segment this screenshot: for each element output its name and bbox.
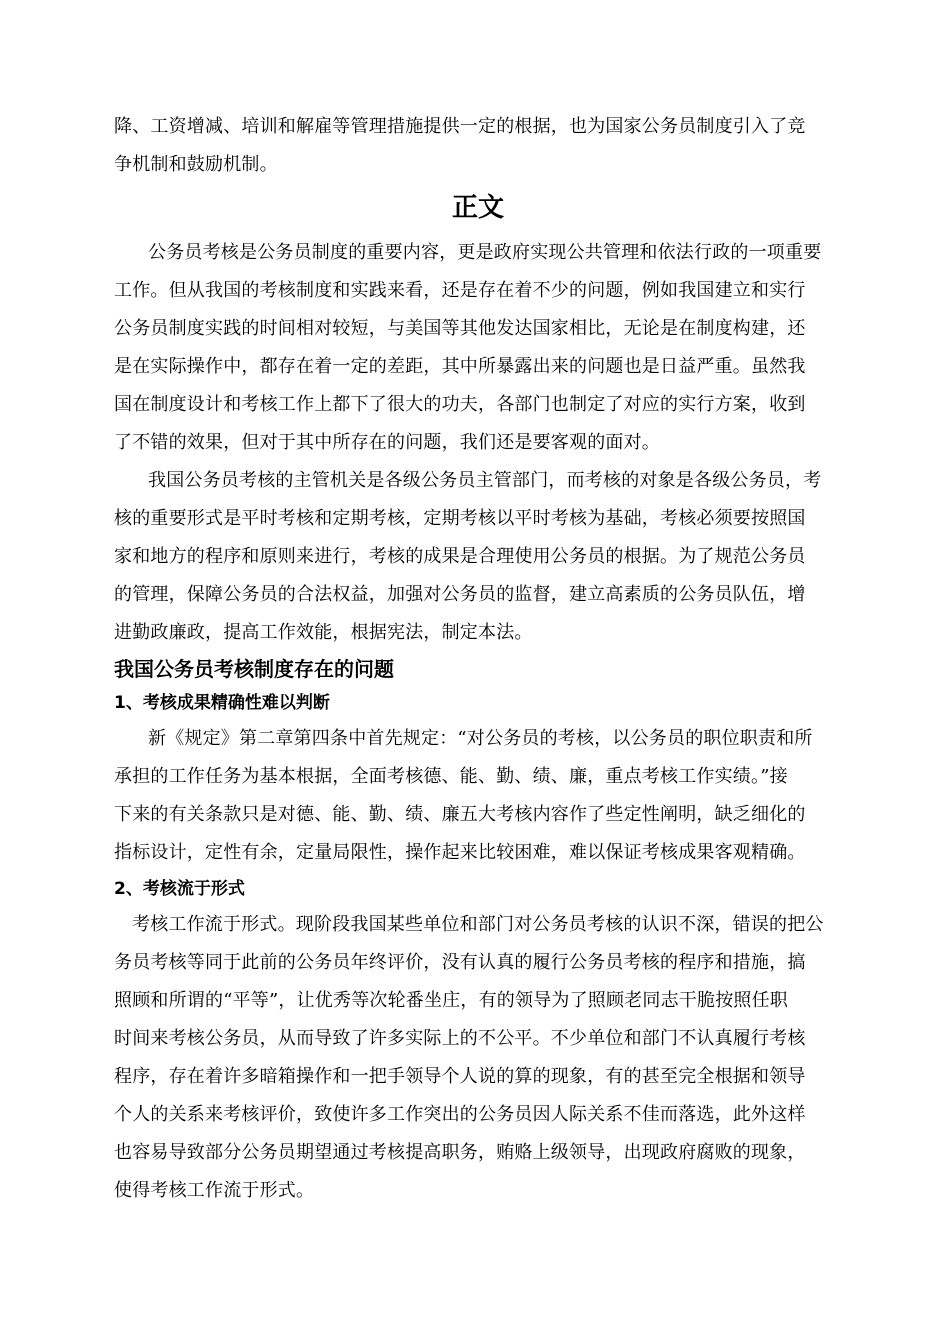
text-line: 下来的有关条款只是对德、能、勤、绩、廉五大考核内容作了些定性阐明，缺乏细化的	[114, 804, 806, 825]
text-line: 照顾和所谓的“平等”，让优秀等次轮番坐庄，有的领导为了照顾老同志干脆按照任职	[114, 990, 789, 1011]
body-paragraph-2	[114, 462, 842, 652]
subsection-1-paragraph	[114, 720, 842, 872]
text-line: 我国公务员考核的主管机关是各级公务员主管部门，而考核的对象是各级公务员，考	[148, 470, 822, 491]
section-title: 正文	[451, 193, 504, 223]
text-line: 务员考核等同于此前的公务员年终评价，没有认真的履行公务员考核的程序和措施，搞	[114, 952, 806, 973]
subsection-heading-1: 1、考核成果精确性难以判断	[114, 693, 330, 713]
subsection-heading-2: 2、考核流于形式	[114, 879, 245, 899]
text-line: 个人的关系来考核评价，致使许多工作突出的公务员因人际关系不佳而落选，此外这样	[114, 1104, 806, 1125]
text-line: 的管理，保障公务员的合法权益，加强对公务员的监督，建立高素质的公务员队伍，增	[114, 584, 806, 605]
text-line: 了不错的效果，但对于其中所存在的问题，我们还是要客观的面对。	[114, 432, 660, 453]
text-line: 进勤政廉政，提高工作效能，根据宪法，制定本法。	[114, 622, 533, 643]
document-page	[114, 108, 842, 1210]
intro-paragraph	[114, 108, 842, 184]
text-line: 承担的工作任务为基本根据，全面考核德、能、勤、绩、廉，重点考核工作实绩。”接	[114, 766, 788, 787]
text-line: 争机制和鼓励机制。	[114, 154, 278, 175]
text-line: 时间来考核公务员，从而导致了许多实际上的不公平。不少单位和部门不认真履行考核	[114, 1028, 806, 1049]
subsection-2-paragraph	[114, 906, 842, 1210]
text-line: 使得考核工作流于形式。	[114, 1180, 315, 1201]
section-heading: 我国公务员考核制度存在的问题	[114, 657, 394, 681]
text-line: 公务员制度实践的时间相对较短，与美国等其他发达国家相比，无论是在制度构建，还	[114, 318, 806, 339]
text-line: 是在实际操作中，都存在着一定的差距，其中所暴露出来的问题也是日益严重。虽然我	[114, 356, 806, 377]
text-line: 降、工资增减、培训和解雇等管理措施提供一定的根据，也为国家公务员制度引入了竞	[114, 116, 806, 137]
text-line: 家和地方的程序和原则来进行，考核的成果是合理使用公务员的根据。为了规范公务员	[114, 546, 806, 567]
text-line: 指标设计，定性有余，定量局限性，操作起来比较困难，难以保证考核成果客观精确。	[114, 842, 806, 863]
body-paragraph-1	[114, 234, 842, 462]
text-line: 国在制度设计和考核工作上都下了很大的功夫，各部门也制定了对应的实行方案，收到	[114, 394, 806, 415]
text-line: 考核工作流于形式。现阶段我国某些单位和部门对公务员考核的认识不深，错误的把公	[132, 914, 824, 935]
text-line: 工作。但从我国的考核制度和实践来看，还是存在着不少的问题，例如我国建立和实行	[114, 280, 806, 301]
text-line: 程序，存在着许多暗箱操作和一把手领导个人说的算的现象，有的甚至完全根据和领导	[114, 1066, 806, 1087]
text-line: 公务员考核是公务员制度的重要内容，更是政府实现公共管理和依法行政的一项重要	[148, 242, 822, 263]
text-line: 新《规定》第二章第四条中首先规定：“对公务员的考核，以公务员的职位职责和所	[148, 728, 813, 749]
text-line: 也容易导致部分公务员期望通过考核提高职务，贿赂上级领导，出现政府腐败的现象，	[114, 1142, 806, 1163]
text-line: 核的重要形式是平时考核和定期考核，定期考核以平时考核为基础，考核必须要按照国	[114, 508, 806, 529]
